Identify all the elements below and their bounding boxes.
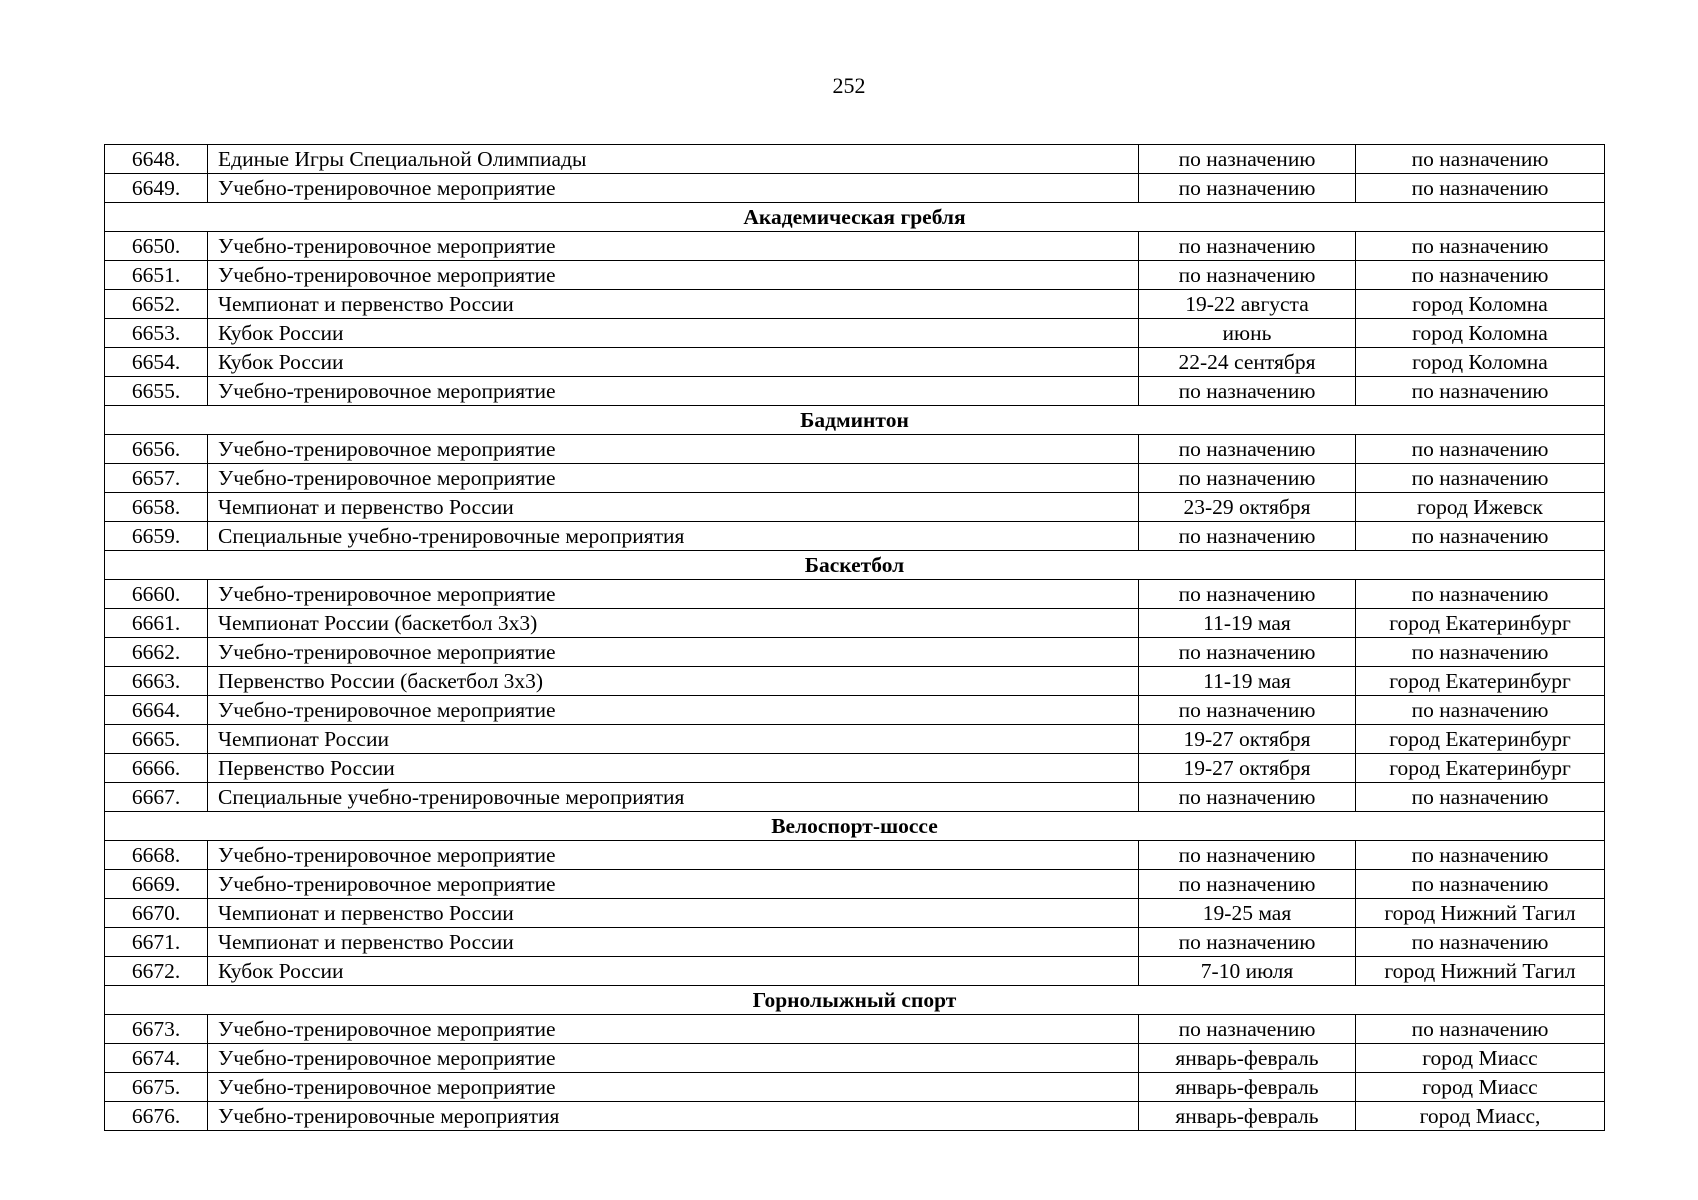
event-name: Кубок России <box>208 957 1139 986</box>
event-location: по назначению <box>1356 580 1605 609</box>
table-row <box>105 1015 1605 1044</box>
table-row <box>105 957 1605 986</box>
sport-section-title: Горнолыжный спорт <box>105 986 1605 1015</box>
row-number: 6664. <box>105 696 208 725</box>
event-dates: по назначению <box>1139 232 1356 261</box>
event-location: город Екатеринбург <box>1356 754 1605 783</box>
section-header-row <box>105 551 1605 580</box>
row-number: 6661. <box>105 609 208 638</box>
event-dates: 11-19 мая <box>1139 667 1356 696</box>
event-dates: по назначению <box>1139 174 1356 203</box>
table-row <box>105 174 1605 203</box>
row-number: 6660. <box>105 580 208 609</box>
table-row <box>105 319 1605 348</box>
event-name: Учебно-тренировочное мероприятие <box>208 638 1139 667</box>
row-number: 6675. <box>105 1073 208 1102</box>
event-location: по назначению <box>1356 870 1605 899</box>
events-table-body <box>105 145 1605 1131</box>
event-dates: по назначению <box>1139 145 1356 174</box>
table-row <box>105 464 1605 493</box>
table-row <box>105 783 1605 812</box>
table-row <box>105 1044 1605 1073</box>
event-dates: 23-29 октября <box>1139 493 1356 522</box>
event-dates: по назначению <box>1139 1015 1356 1044</box>
event-dates: по назначению <box>1139 377 1356 406</box>
event-name: Учебно-тренировочное мероприятие <box>208 435 1139 464</box>
event-name: Учебно-тренировочное мероприятие <box>208 1015 1139 1044</box>
event-dates: 19-25 мая <box>1139 899 1356 928</box>
event-location: город Коломна <box>1356 348 1605 377</box>
event-location: город Миасс, <box>1356 1102 1605 1131</box>
event-location: город Екатеринбург <box>1356 667 1605 696</box>
table-row <box>105 290 1605 319</box>
event-dates: 19-22 августа <box>1139 290 1356 319</box>
row-number: 6654. <box>105 348 208 377</box>
sport-section-title: Академическая гребля <box>105 203 1605 232</box>
event-name: Чемпионат и первенство России <box>208 928 1139 957</box>
row-number: 6667. <box>105 783 208 812</box>
event-location: город Миасс <box>1356 1044 1605 1073</box>
event-dates: по назначению <box>1139 783 1356 812</box>
event-location: по назначению <box>1356 232 1605 261</box>
event-dates: по назначению <box>1139 522 1356 551</box>
event-dates: по назначению <box>1139 435 1356 464</box>
event-dates: январь-февраль <box>1139 1044 1356 1073</box>
table-row <box>105 667 1605 696</box>
event-location: по назначению <box>1356 377 1605 406</box>
table-row <box>105 899 1605 928</box>
event-dates: 19-27 октября <box>1139 754 1356 783</box>
row-number: 6676. <box>105 1102 208 1131</box>
event-dates: январь-февраль <box>1139 1102 1356 1131</box>
table-row <box>105 754 1605 783</box>
event-name: Учебно-тренировочное мероприятие <box>208 841 1139 870</box>
event-name: Чемпионат России <box>208 725 1139 754</box>
event-name: Учебно-тренировочное мероприятие <box>208 464 1139 493</box>
event-dates: по назначению <box>1139 638 1356 667</box>
table-row <box>105 377 1605 406</box>
section-header-row <box>105 812 1605 841</box>
event-name: Первенство России (баскетбол 3x3) <box>208 667 1139 696</box>
row-number: 6659. <box>105 522 208 551</box>
table-row <box>105 841 1605 870</box>
event-location: по назначению <box>1356 145 1605 174</box>
event-name: Кубок России <box>208 348 1139 377</box>
row-number: 6673. <box>105 1015 208 1044</box>
event-dates: 22-24 сентября <box>1139 348 1356 377</box>
table-row <box>105 928 1605 957</box>
row-number: 6653. <box>105 319 208 348</box>
section-header-row <box>105 203 1605 232</box>
event-location: город Ижевск <box>1356 493 1605 522</box>
row-number: 6649. <box>105 174 208 203</box>
event-location: по назначению <box>1356 696 1605 725</box>
row-number: 6650. <box>105 232 208 261</box>
table-row <box>105 232 1605 261</box>
table-row <box>105 348 1605 377</box>
row-number: 6668. <box>105 841 208 870</box>
event-location: по назначению <box>1356 1015 1605 1044</box>
event-dates: по назначению <box>1139 580 1356 609</box>
event-name: Единые Игры Специальной Олимпиады <box>208 145 1139 174</box>
event-name: Чемпионат России (баскетбол 3x3) <box>208 609 1139 638</box>
table-row <box>105 580 1605 609</box>
event-name: Учебно-тренировочное мероприятие <box>208 377 1139 406</box>
event-location: город Нижний Тагил <box>1356 899 1605 928</box>
row-number: 6658. <box>105 493 208 522</box>
row-number: 6657. <box>105 464 208 493</box>
row-number: 6662. <box>105 638 208 667</box>
row-number: 6651. <box>105 261 208 290</box>
event-name: Учебно-тренировочное мероприятие <box>208 232 1139 261</box>
table-row <box>105 145 1605 174</box>
event-location: по назначению <box>1356 261 1605 290</box>
event-name: Учебно-тренировочное мероприятие <box>208 870 1139 899</box>
event-name: Специальные учебно-тренировочные мероприятия <box>208 783 1139 812</box>
page-number: 252 <box>832 73 866 98</box>
event-dates: по назначению <box>1139 696 1356 725</box>
event-location: по назначению <box>1356 638 1605 667</box>
event-location: по назначению <box>1356 464 1605 493</box>
table-row <box>105 609 1605 638</box>
event-name: Кубок России <box>208 319 1139 348</box>
table-row <box>105 435 1605 464</box>
event-dates: 11-19 мая <box>1139 609 1356 638</box>
event-location: по назначению <box>1356 435 1605 464</box>
row-number: 6666. <box>105 754 208 783</box>
event-name: Учебно-тренировочное мероприятие <box>208 696 1139 725</box>
table-row <box>105 638 1605 667</box>
row-number: 6665. <box>105 725 208 754</box>
section-header-row <box>105 406 1605 435</box>
event-dates: 19-27 октября <box>1139 725 1356 754</box>
event-name: Учебно-тренировочное мероприятие <box>208 1073 1139 1102</box>
event-dates: по назначению <box>1139 841 1356 870</box>
row-number: 6672. <box>105 957 208 986</box>
event-dates: по назначению <box>1139 928 1356 957</box>
row-number: 6663. <box>105 667 208 696</box>
event-location: по назначению <box>1356 783 1605 812</box>
event-name: Учебно-тренировочное мероприятие <box>208 261 1139 290</box>
event-location: по назначению <box>1356 174 1605 203</box>
table-row <box>105 1102 1605 1131</box>
table-row <box>105 261 1605 290</box>
table-row <box>105 870 1605 899</box>
event-dates: по назначению <box>1139 464 1356 493</box>
event-dates: по назначению <box>1139 261 1356 290</box>
row-number: 6674. <box>105 1044 208 1073</box>
event-name: Чемпионат и первенство России <box>208 290 1139 319</box>
row-number: 6669. <box>105 870 208 899</box>
row-number: 6656. <box>105 435 208 464</box>
event-dates: 7-10 июля <box>1139 957 1356 986</box>
row-number: 6655. <box>105 377 208 406</box>
table-row <box>105 1073 1605 1102</box>
event-location: город Екатеринбург <box>1356 609 1605 638</box>
event-name: Учебно-тренировочное мероприятие <box>208 580 1139 609</box>
event-name: Учебно-тренировочное мероприятие <box>208 174 1139 203</box>
event-location: город Коломна <box>1356 319 1605 348</box>
table-row <box>105 725 1605 754</box>
table-row <box>105 696 1605 725</box>
sport-section-title: Бадминтон <box>105 406 1605 435</box>
event-location: город Миасс <box>1356 1073 1605 1102</box>
event-location: город Нижний Тагил <box>1356 957 1605 986</box>
row-number: 6648. <box>105 145 208 174</box>
table-row <box>105 493 1605 522</box>
event-name: Учебно-тренировочное мероприятие <box>208 1044 1139 1073</box>
row-number: 6670. <box>105 899 208 928</box>
event-location: по назначению <box>1356 928 1605 957</box>
event-name: Первенство России <box>208 754 1139 783</box>
event-name: Учебно-тренировочные мероприятия <box>208 1102 1139 1131</box>
event-location: город Екатеринбург <box>1356 725 1605 754</box>
event-location: по назначению <box>1356 841 1605 870</box>
event-name: Чемпионат и первенство России <box>208 899 1139 928</box>
event-dates: июнь <box>1139 319 1356 348</box>
section-header-row <box>105 986 1605 1015</box>
table-row <box>105 522 1605 551</box>
row-number: 6671. <box>105 928 208 957</box>
events-table <box>104 144 1605 1131</box>
sport-section-title: Баскетбол <box>105 551 1605 580</box>
row-number: 6652. <box>105 290 208 319</box>
event-location: город Коломна <box>1356 290 1605 319</box>
event-name: Специальные учебно-тренировочные мероприятия <box>208 522 1139 551</box>
event-dates: январь-февраль <box>1139 1073 1356 1102</box>
event-name: Чемпионат и первенство России <box>208 493 1139 522</box>
sport-section-title: Велоспорт-шоссе <box>105 812 1605 841</box>
event-dates: по назначению <box>1139 870 1356 899</box>
event-location: по назначению <box>1356 522 1605 551</box>
